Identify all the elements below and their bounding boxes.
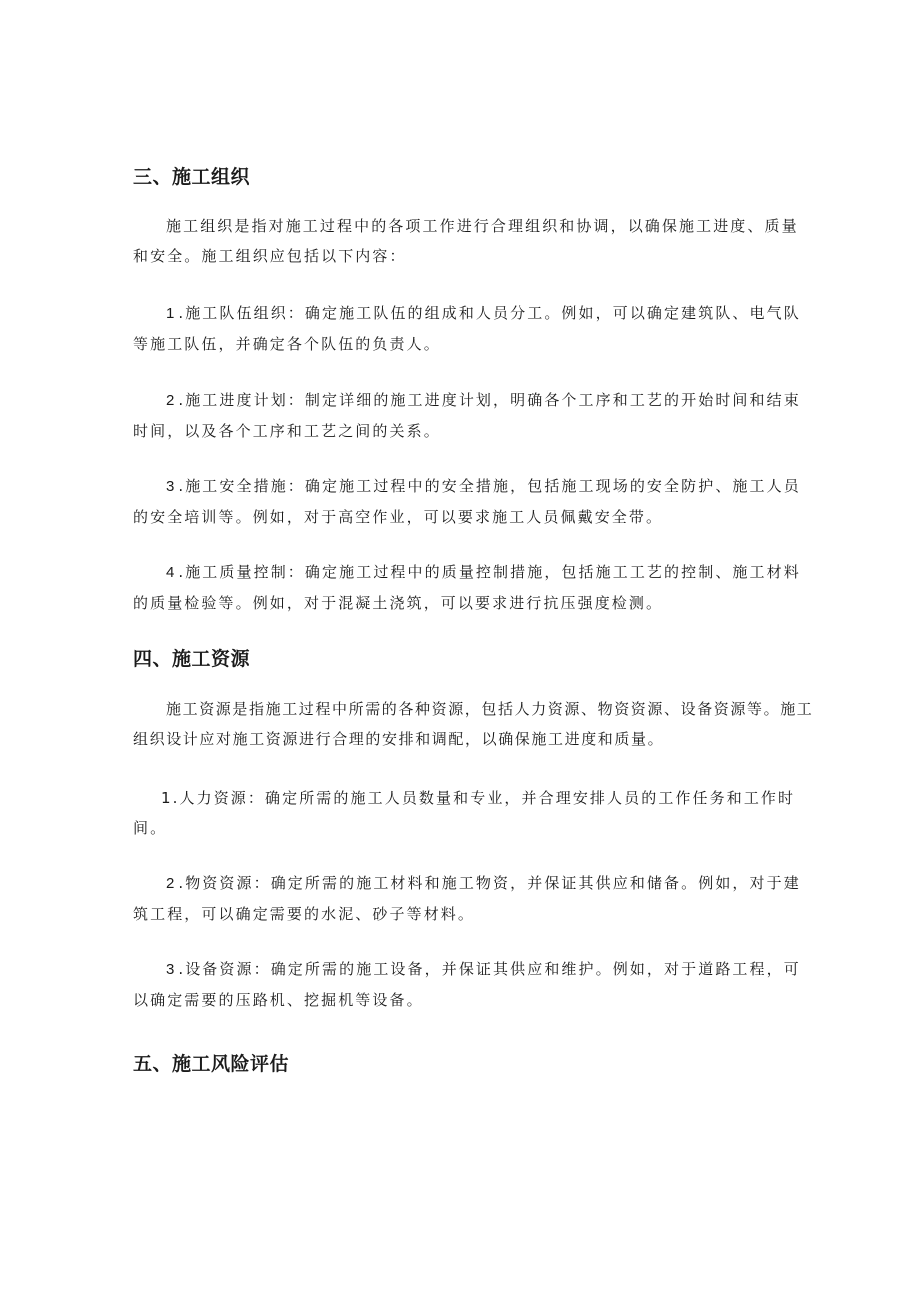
section-3-item-4 xyxy=(133,557,813,618)
item-number: 4 xyxy=(166,564,175,581)
section-4-intro: 施工资源是指施工过程中所需的各种资源，包括人力资源、物资资源、设备资源等。施工组织设计应对施工资源进行合理的安排和调配，以确保施工进度和质量。 xyxy=(133,700,814,748)
item-text: .施工队伍组织：确定施工队伍的组成和人员分工。例如，可以确定建筑队、电气队等施工队伍，并确定各个队伍的负责人。 xyxy=(133,304,801,353)
section-3-item-1 xyxy=(133,298,813,359)
section-3-item-2 xyxy=(133,385,813,446)
section-4-item-2 xyxy=(133,868,813,929)
section-3-heading: 三、施工组织 xyxy=(133,166,251,188)
section-5-heading: 五、施工风险评估 xyxy=(133,1053,290,1075)
item-number: 1 xyxy=(166,305,175,322)
item-text: .施工进度计划：制定详细的施工进度计划，明确各个工序和工艺的开始时间和结束时间，以及各个工序和工艺之间的关系。 xyxy=(133,391,801,440)
item-text: .物资资源：确定所需的施工材料和施工物资，并保证其供应和储备。例如，对于建筑工程，可以确定需要的水泥、砂子等材料。 xyxy=(133,874,801,923)
section-4-item-1: 1.人力资源：确定所需的施工人员数量和专业，并合理安排人员的工作任务和工作时间。 xyxy=(133,789,796,837)
item-number: 3 xyxy=(166,478,175,495)
item-text: .施工安全措施：确定施工过程中的安全措施，包括施工现场的安全防护、施工人员的安全培训等。例如，对于高空作业，可以要求施工人员佩戴安全带。 xyxy=(133,477,801,526)
item-number: 2 xyxy=(166,392,175,409)
item-number: 2 xyxy=(166,875,175,892)
section-3-item-3 xyxy=(133,471,813,532)
section-4-heading: 四、施工资源 xyxy=(133,648,251,670)
section-4-item-3 xyxy=(133,954,813,1015)
section-3-intro: 施工组织是指对施工过程中的各项工作进行合理组织和协调，以确保施工进度、质量和安全。施工组织应包括以下内容： xyxy=(133,217,799,265)
item-text: .设备资源：确定所需的施工设备，并保证其供应和维护。例如，对于道路工程，可以确定需要的压路机、挖掘机等设备。 xyxy=(133,960,801,1009)
item-number: 3 xyxy=(166,961,175,978)
item-text: .施工质量控制：确定施工过程中的质量控制措施，包括施工工艺的控制、施工材料的质量检验等。例如，对于混凝土浇筑，可以要求进行抗压强度检测。 xyxy=(133,563,801,612)
